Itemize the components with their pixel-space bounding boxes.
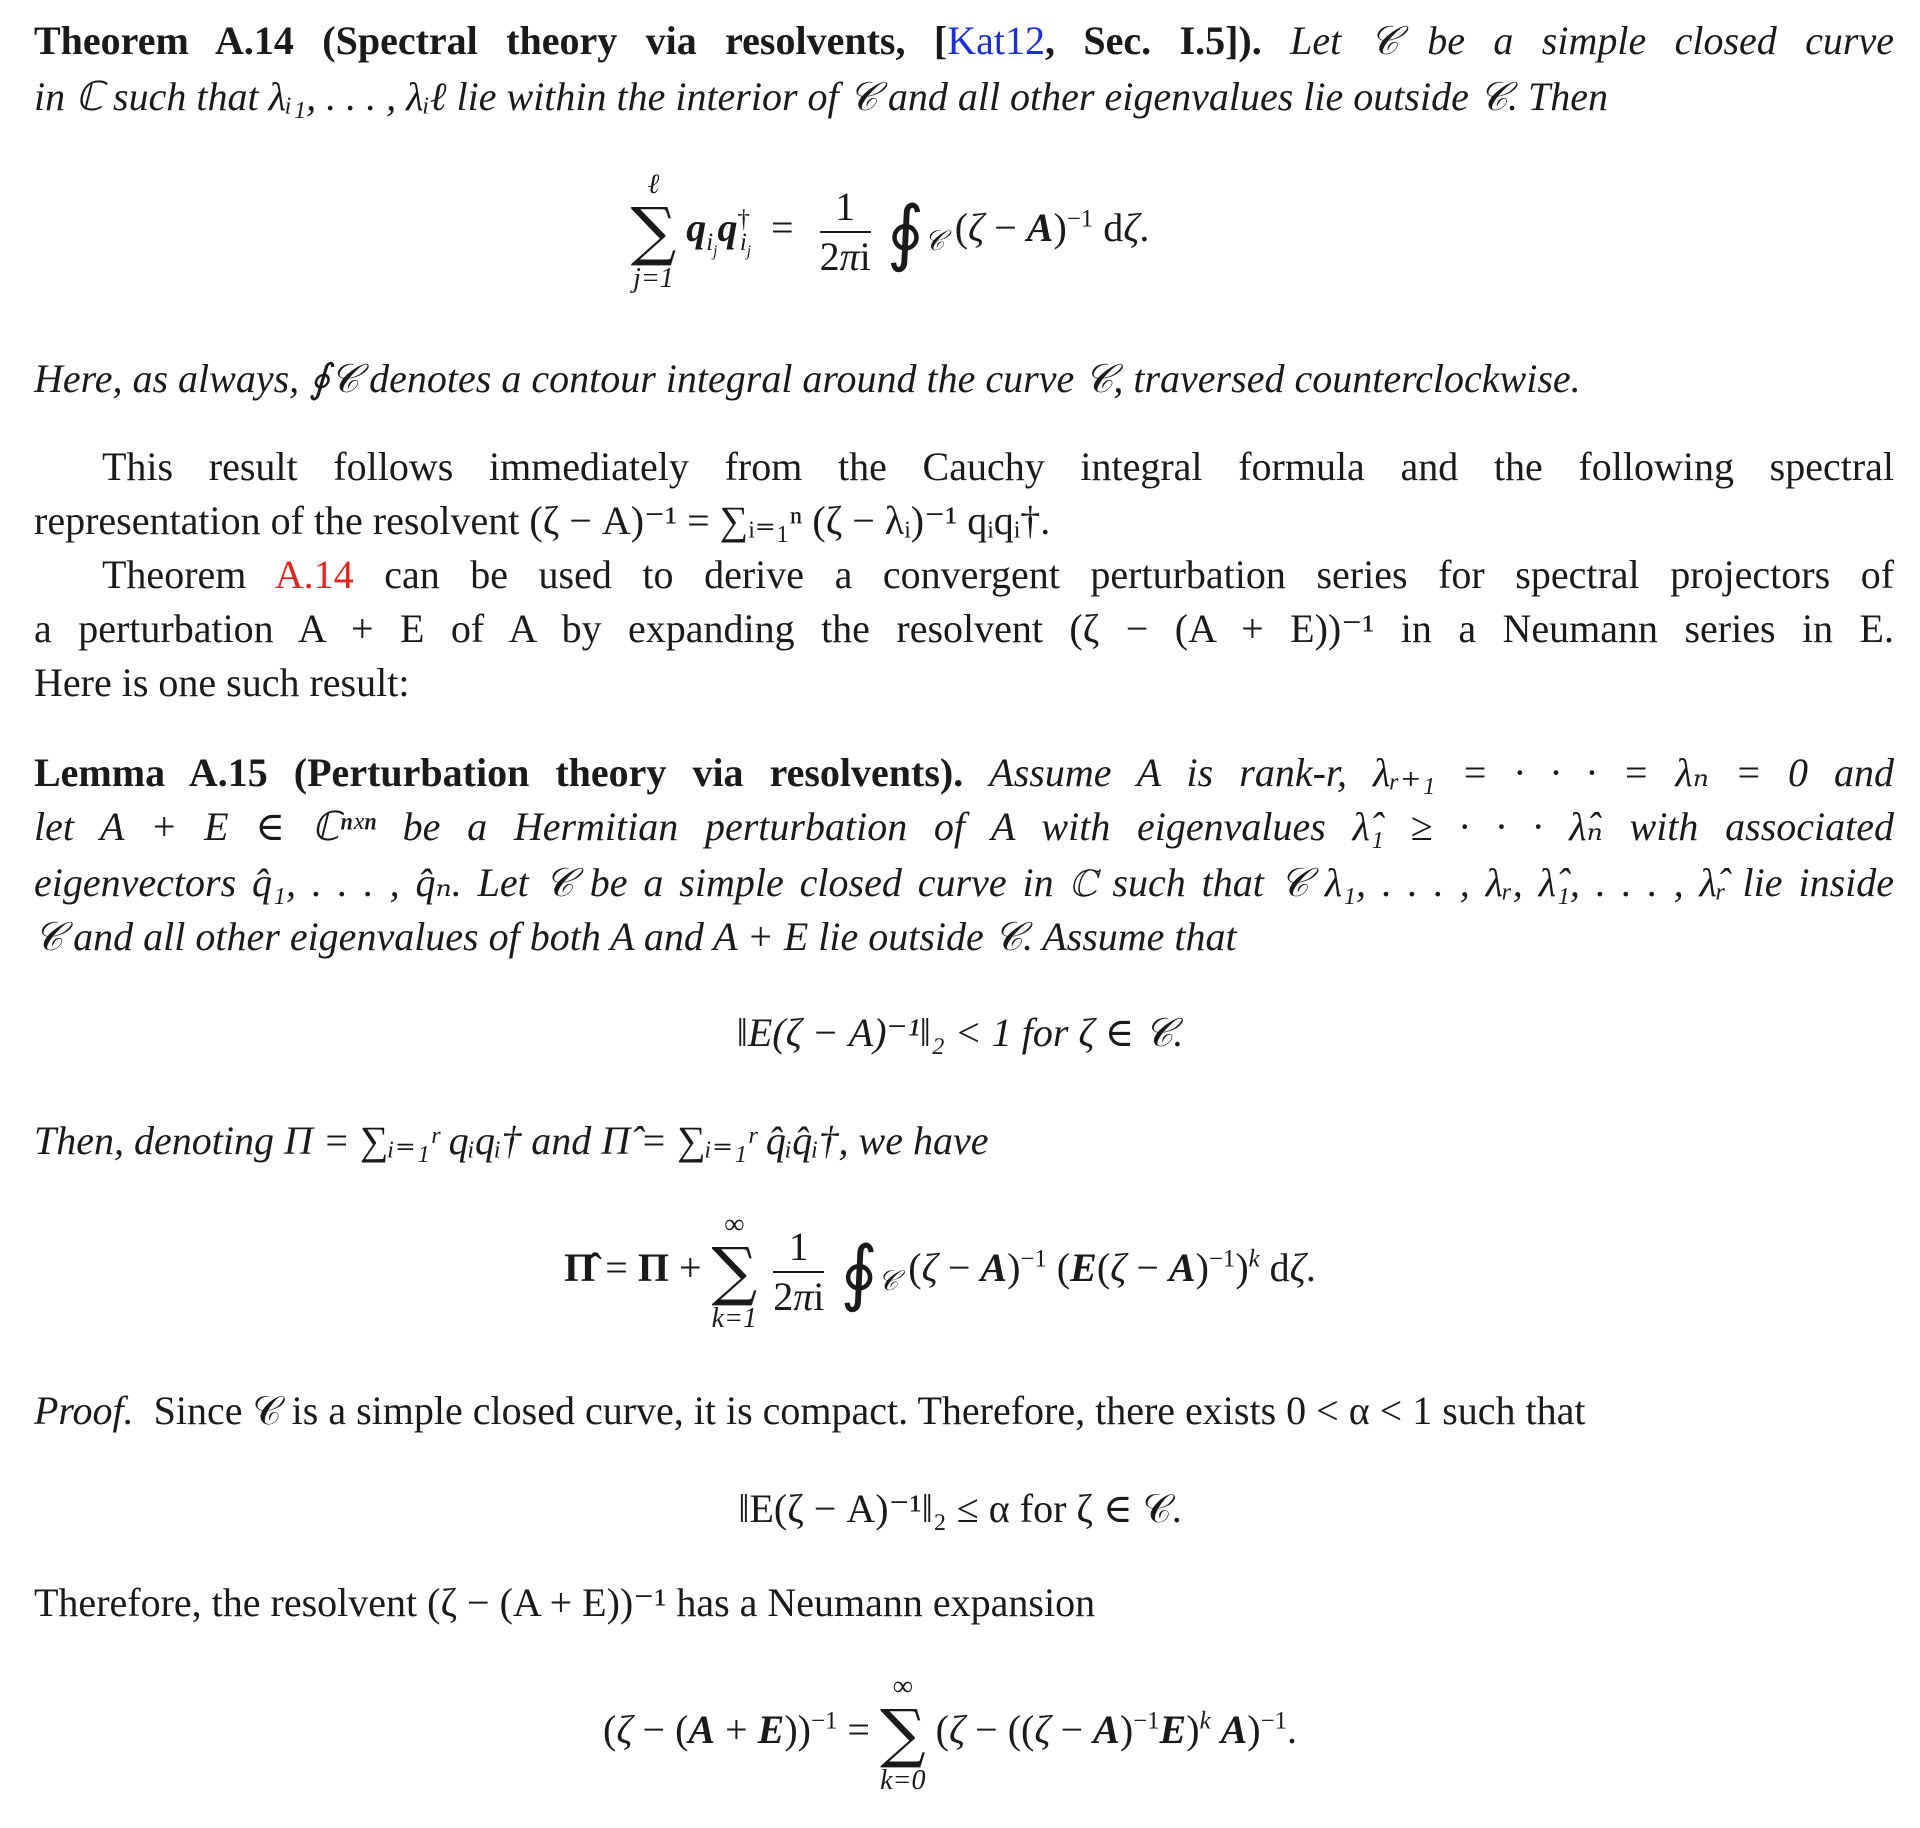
lemma-statement-line2: let A + E ∈ ℂⁿˣⁿ be a Hermitian perturbation of A with eigenvalues λ̂₁ ≥ · · · λ̂ₙ with associated (34, 804, 1894, 849)
paragraph1-line1: This result follows immediately from the Cauchy integral formula and the following spectral (102, 444, 1894, 489)
lemma-condition: ‖E(ζ − A)⁻¹‖₂ < 1 for ζ ∈ 𝒞. (736, 1010, 1184, 1055)
theorem-ref-link[interactable]: A.14 (274, 552, 354, 597)
paragraph2-line1-tail: can be used to derive a convergent perturbation series for spectral projectors of (384, 552, 1895, 597)
proof-bound: ‖E(ζ − A)⁻¹‖₂ ≤ α for ζ ∈ 𝒞. (738, 1486, 1182, 1531)
citation-link[interactable]: Kat12 (947, 18, 1045, 63)
paragraph1-line2: representation of the resolvent (ζ − A)⁻¹ = ∑ᵢ₌₁ⁿ (ζ − λᵢ)⁻¹ qᵢqᵢ†. (34, 498, 1051, 543)
theorem-remark: Here, as always, ∮𝒞 denotes a contour integral around the curve 𝒞, traversed counterclockwise. (34, 356, 1581, 401)
lemma-equation: Π̂ = Π + ∞ ∑ k=1 $\frac{1}{2\pi i}$ $∮_𝒞$ $(\zeta - A)^{-1}$ $(E(\zeta - A)^{-1})^k$ dζ. (564, 1209, 1316, 1334)
paragraph2-lead: Theorem (102, 552, 247, 597)
lemma-statement-line3: eigenvectors q̂₁, . . . , q̂ₙ. Let 𝒞 be a simple closed curve in ℂ such that 𝒞 λ₁, . . . , λᵣ, λ̂₁, . . . , λ̂ᵣ lie inside (34, 860, 1894, 905)
proof-label: Proof. (34, 1388, 134, 1433)
proof-line2: Therefore, the resolvent (ζ − (A + E))⁻¹ has a Neumann expansion (34, 1580, 1096, 1625)
paragraph2-line1 (34, 548, 1894, 602)
lemma-statement-line1: Assume A is rank-r, λᵣ₊₁ = · · · = λₙ = 0 and (989, 750, 1894, 795)
theorem-statement-line1: Let 𝒞 be a simple closed curve (1290, 18, 1895, 63)
theorem-heading: Theorem A.14 (Spectral theory via resolvents, [ (34, 18, 948, 63)
lemma-statement-line4: 𝒞 and all other eigenvalues of both A and A + E lie outside 𝒞. Assume that (34, 914, 1237, 959)
paragraph2-line3: Here is one such result: (34, 660, 410, 705)
theorem-heading-line (34, 14, 1894, 68)
proof-text: Since 𝒞 is a simple closed curve, it is compact. Therefore, there exists 0 < α < 1 such that (153, 1388, 1586, 1433)
theorem-statement-line2: in ℂ such that λᵢ₁, . . . , λᵢℓ lie within the interior of 𝒞 and all other eigenvalues lie outside 𝒞. Then (34, 74, 1608, 119)
theorem-equation: ℓ ∑ j=1 $q_{i_j}q^\dagger_{i_j}$ = $\frac{1}{2\pi i}$ $∮_𝒞$ $(\zeta - A)^{-1}$ dζ. (630, 169, 1150, 294)
lemma-line1 (34, 746, 1894, 800)
lemma-heading: Lemma A.15 (Perturbation theory via resolvents). (34, 750, 964, 795)
proof-line1 (34, 1384, 1894, 1438)
theorem-heading-tail: , Sec. I.5]). (1044, 18, 1262, 63)
lemma-then: Then, denoting Π = ∑ᵢ₌₁ʳ qᵢqᵢ† and Π̂ = ∑ᵢ₌₁ʳ q̂ᵢq̂ᵢ†, we have (34, 1118, 989, 1163)
proof-equation: $(\zeta - (A + E))^{-1}$ = ∞ ∑ k=0 ($\zeta - ((\zeta - A)^{-1}E)^k$ A)$^{-1}$. (603, 1671, 1297, 1796)
paragraph2-line2: a perturbation A + E of A by expanding the resolvent (ζ − (A + E))⁻¹ in a Neumann series in E. (34, 606, 1894, 651)
